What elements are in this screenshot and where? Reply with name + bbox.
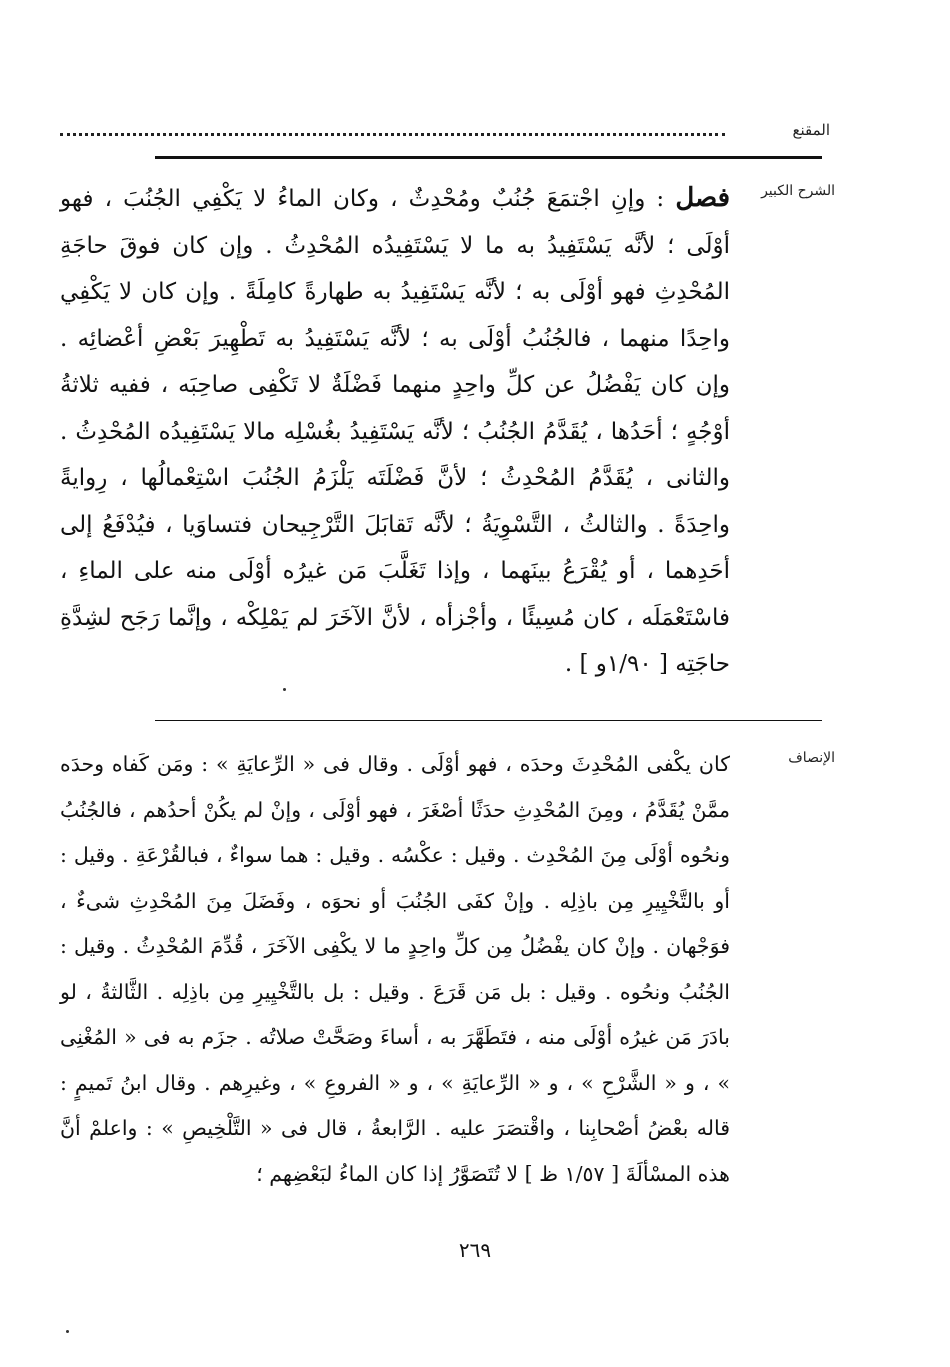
running-header: [60, 110, 830, 150]
header-dotted-leader: [60, 132, 725, 136]
section2-text: كان يكْفى المُحْدِثَ وحدَه ، فهو أوْلَى . وقال فى « الرِّعايَةِ » : ومَن كَفاه وحدَه ممَّنْ يُقَدَّمُ ، ومِنَ المُحْدِثِ حدَثًا أصْغَرَ ، فهو أوْلَى ، وإنْ لم يكُنْ أحدُهم ، فالجُنُبُ ونحُوه أوْلَى مِنَ المُحْدِث . وقيل : عكْسُه . وقيل : هما سواءٌ ، فبالقُرْعَةِ . وقيل : أو بالتَّخْيِيرِ مِن باذِلِه . وإنْ كفَى الجُنُبَ أو نحوَه ، وفَضَلَ مِنَ المُحْدِثِ شىءٌ ، فوَجْهان . وإنْ كان يفْضُلُ مِن كلِّ واحِدٍ ما لا يكْفِى الآخَرَ ، قُدِّمَ المُحْدِثُ . وقيل : الجُنُبُ ونحُوه . وقيل : بل مَن قَرَعَ . وقيل : بل بالتَّخْيِيرِ مِن باذِلِه . الثَّالثةُ ، لو بادَرَ مَن غيرُه أوْلَى منه ، فتَطَهَّرَ به ، أساءَ وصَحَّتْ صلاتُه . جزَم به فى « المُغْنِى » ، و « الشَّرْحِ » ، و « الرِّعايَةِ » ، و « الفروعِ » ، وغيرِهم . وقال ابنُ تَميمٍ : قاله بعْضُ أصْحابِنا ، واقْتصَرَ عليه . الرَّابعةُ ، قال فى « التَّلْخِيصِ » : واعلمْ أنَّ هذه المسْألَةَ [ ١/٥٧ ظ ] لا تُتَصَوَّرُ إذا كان الماءُ لبَعْضِهم ؛: [60, 752, 730, 1186]
header-rule: [155, 156, 822, 159]
section1-label: الشرح الكبير: [761, 183, 835, 199]
section-al-insaf: [60, 742, 835, 1197]
section2-label: الإنصاف: [788, 750, 835, 766]
speck-dot: [283, 688, 286, 691]
header-label: المقنع: [792, 121, 830, 139]
section1-text: [60, 175, 730, 688]
speck-dot: [66, 1330, 69, 1333]
section1-body: : وإنِ اجْتمَعَ جُنُبٌ ومُحْدِثٌ ، وكان الماءُ لا يَكْفِي الجُنُبَ ، فهو أوْلَى ؛ لأنَّه يَسْتَفِيدُ به ما لا يَسْتَفِيدُه المُحْدِثُ . وإن كان فوقَ حاجَةِ المُحْدِثِ فهو أوْلَى به ؛ لأنَّه يَسْتَفِيدُ به طهارةً كامِلَةً . وإن كان لا يَكْفِي واحِدًا منهما ، فالجُنُبُ أوْلَى به ؛ لأنَّه يَسْتَفِيدُ به تَطْهِيرَ بَعْضِ أعْضائِه . وإن كان يَفْضُلُ عن كلِّ واحِدٍ منهما فَضْلَةٌ لا تَكْفِى صاحِبَه ، ففيه ثلاثةُ أوْجُهٍ ؛ أحَدُها ، يُقَدَّمُ الجُنُبُ ؛ لأنَّه يَسْتَفِيدُ بغُسْلِه مالا يَسْتَفِيدُه المُحْدِثُ . والثانى ، يُقَدَّمُ المُحْدِثُ ؛ لأنَّ فَضْلَتَه يَلْزَمُ الجُنُبَ اسْتِعْمالُها ، رِوايةً واحِدَةً . والثالثُ ، التَّسْوِيَةُ ؛ لأنَّه تَقابَلَ التَّرْجِيحان فتساوَيا ، فيُدْفَعُ إلى أحَدِهما ، أو يُقْرَعُ بينَهما ، وإذا تَغَلَّبَ مَن غيرُه أوْلَى منه على الماءِ ، فاسْتَعْمَلَه ، كان مُسِيئًا ، وأجْزأه ، لأنَّ الآخَرَ لم يَمْلِكْه ، وإنَّما رَجَح لشِدَّةِ حاجَتِه [ ١/٩٠و ] .: [60, 186, 730, 677]
fasl-heading: فصل: [675, 183, 730, 213]
section-divider: [155, 720, 822, 721]
section-sharh-al-kabir: [60, 175, 835, 688]
page-number: ٢٦٩: [458, 1238, 492, 1262]
